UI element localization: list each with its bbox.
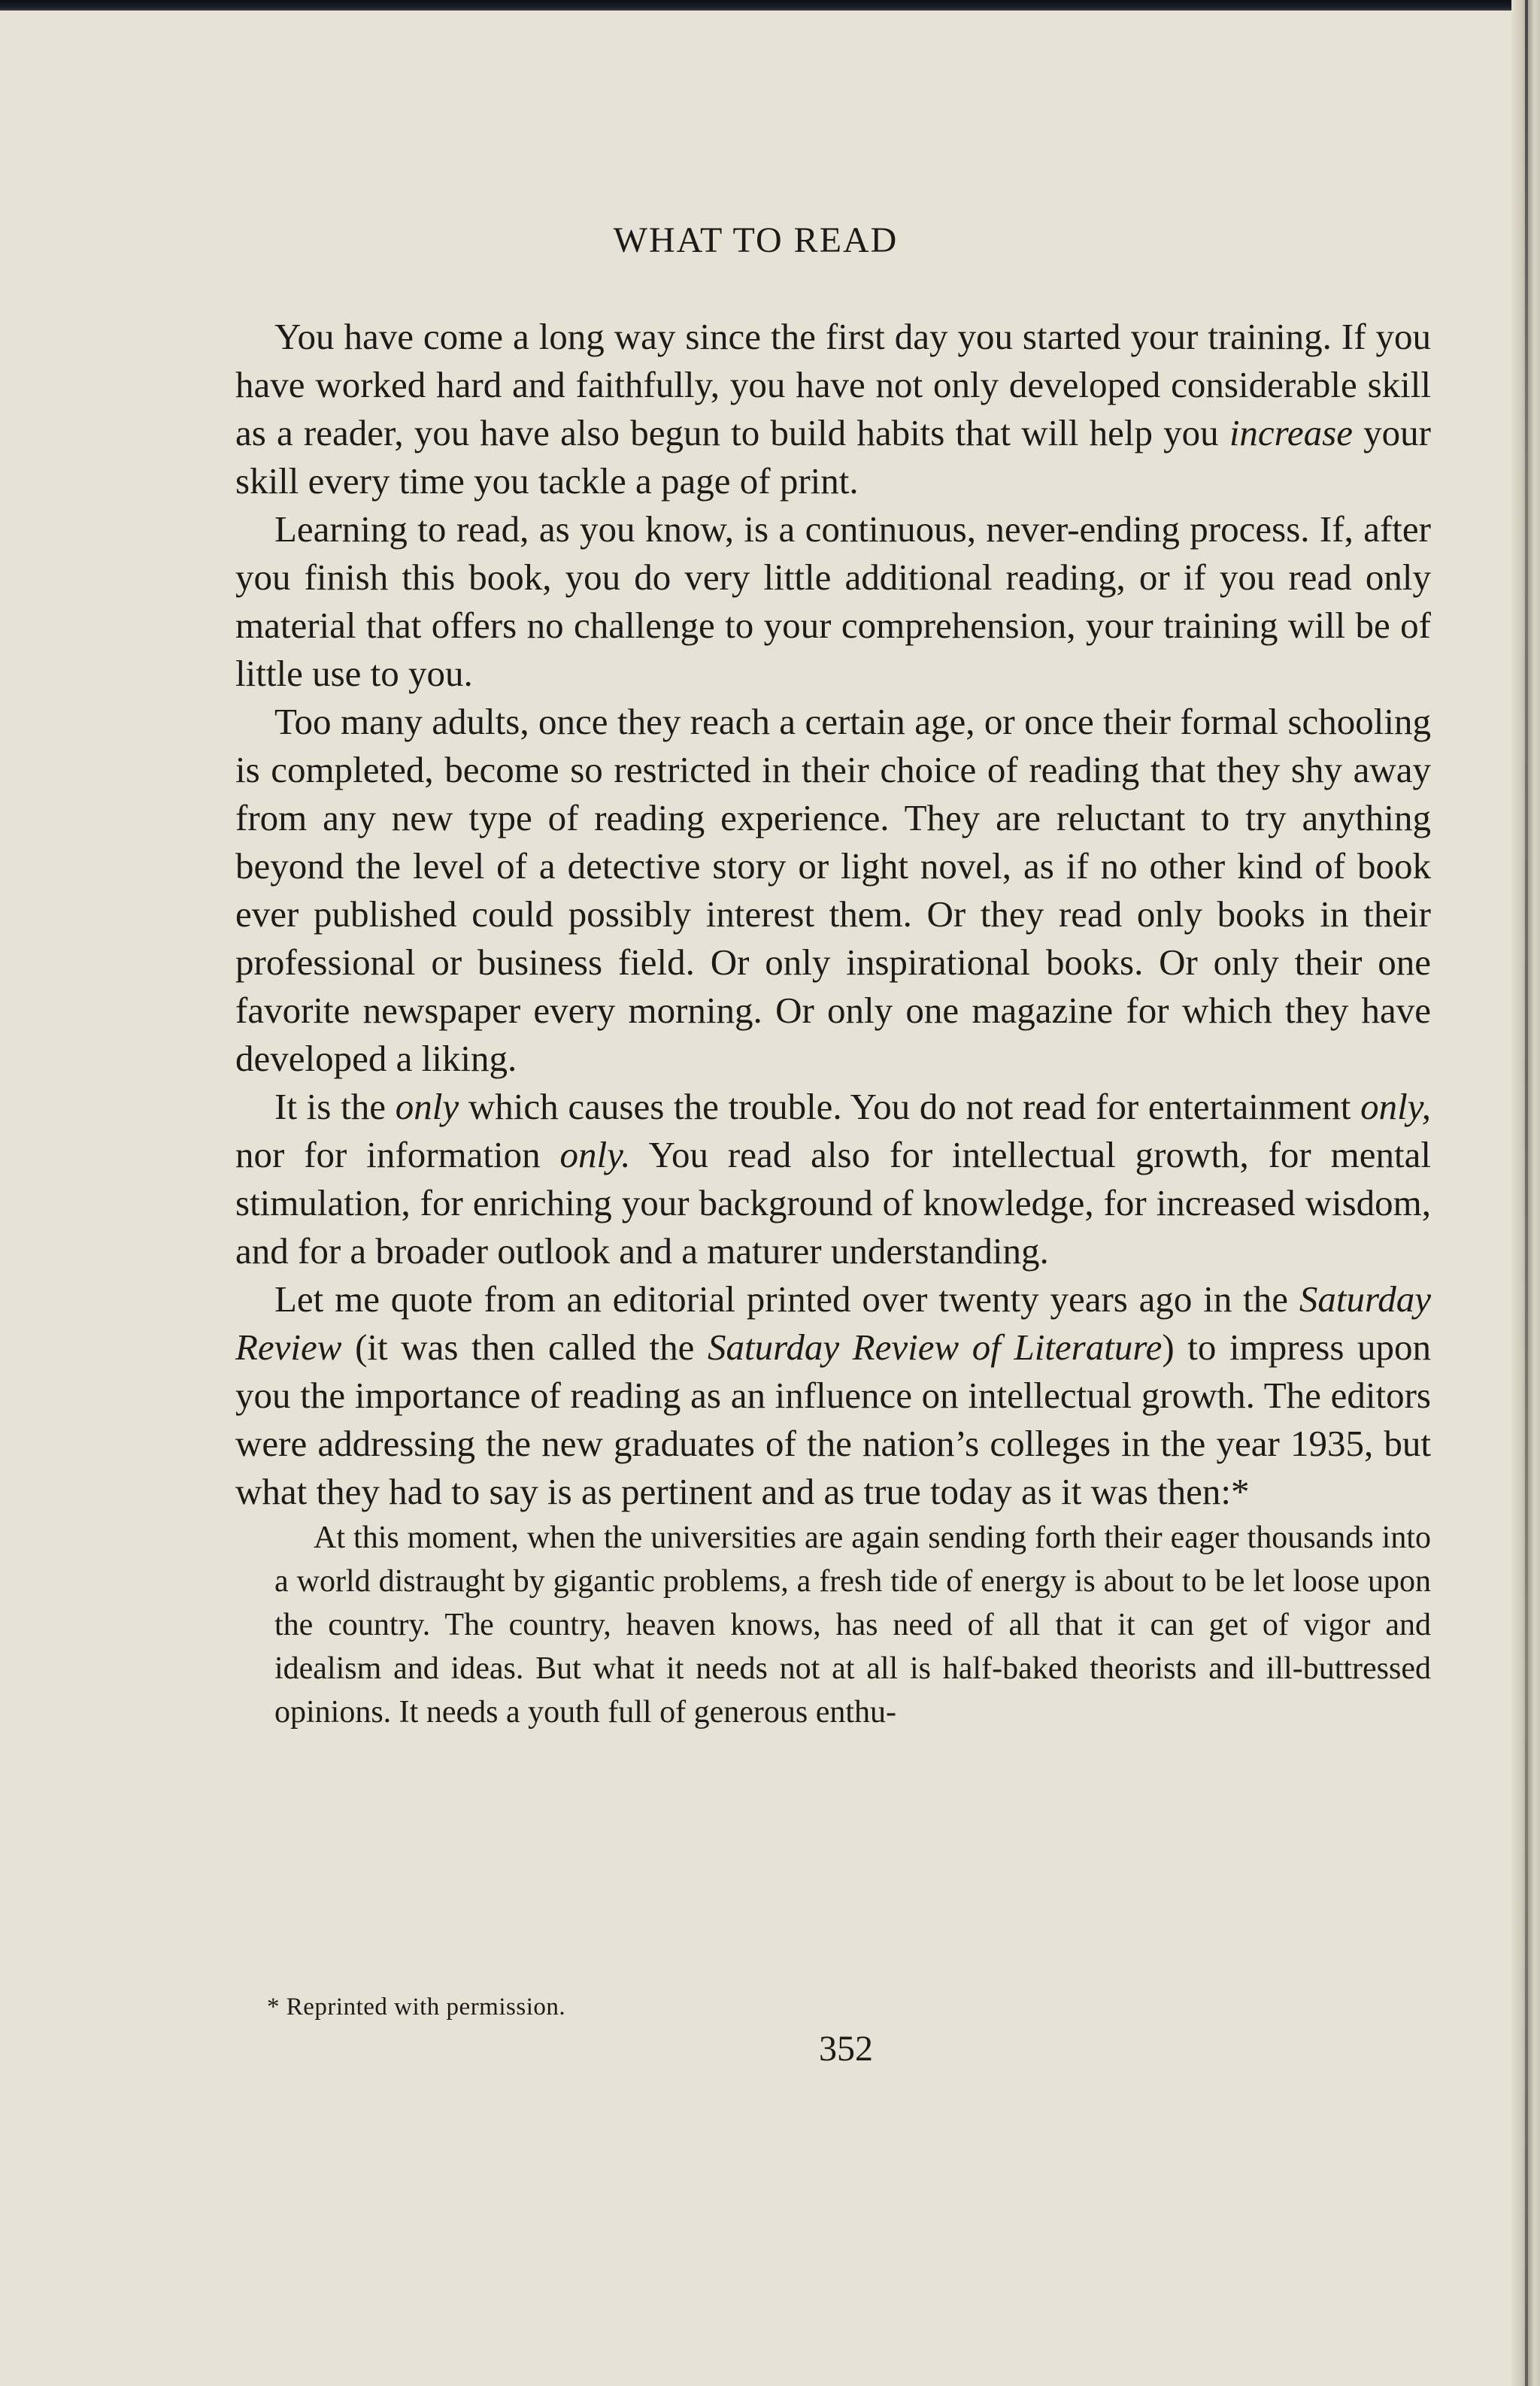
emphasis-only-3: only.: [559, 1134, 631, 1175]
title-saturday-review: Saturday Review: [235, 1278, 1431, 1368]
paragraph-1: [235, 313, 1431, 505]
emphasis-only-1: only: [395, 1086, 459, 1127]
running-header: WHAT TO READ: [613, 220, 899, 260]
paragraph-4: [235, 1083, 1431, 1275]
paragraph-2: Learning to read, as you know, is a continuous, never-ending process. If, after you finish this book, you do very little additional reading, or if you read only material that offers no challenge to your comprehension, your training will be of little use to you.: [235, 508, 1431, 694]
body-text: [235, 313, 1431, 1734]
paragraph-4-part-4: You read also for intellectual growth, for mental stimulation, for enriching your background of knowledge, for increased wisdom, and for a broader outlook and a maturer understanding.: [235, 1134, 1431, 1272]
paragraph-1-part-1: You have come a long way since the first day you started your training. If you have worked hard and faithfully, you have not only developed considerable skill as a reader, you have also begun to build habits that will help you: [235, 316, 1431, 453]
paragraph-5: [235, 1275, 1431, 1516]
paragraph-4-part-2: which causes the trouble. You do not read for entertainment: [459, 1086, 1361, 1127]
block-quote: [274, 1516, 1431, 1734]
emphasis-increase: increase: [1229, 412, 1353, 453]
paragraph-1-part-2: your skill every time you tackle a page of print.: [235, 412, 1431, 502]
page-number: 352: [819, 2029, 873, 2069]
top-shadow-edge: [0, 0, 1540, 11]
paragraph-5-part-2: (it was then called the: [341, 1326, 708, 1368]
footnote: * Reprinted with permission.: [267, 1993, 566, 2021]
paragraph-5-part-1: Let me quote from an editorial printed over twenty years ago in the: [274, 1278, 1299, 1320]
paragraph-5-part-3: ) to impress upon you the importance of reading as an influence on intellectual growth. The editors were addressing the new graduates of the nation’s colleges in the year 1935, but what they had to say is as pertinent and as true today as it was then:*: [235, 1326, 1432, 1512]
paragraph-4-part-1: It is the: [274, 1086, 396, 1127]
block-quote-text: At this moment, when the universities are again sending forth their eager thousands into a world distraught by gigantic problems, a fresh tide of energy is about to be let loose upon the country. The country, heaven knows, has need of all that it can get of vigor and idealism and ideas. But what it needs not at all is half-baked theorists and ill-buttressed opinions. It needs a youth full of generous enthu-: [274, 1520, 1431, 1730]
paragraph-3: Too many adults, once they reach a certain age, or once their formal schooling is completed, become so restricted in their choice of reading that they shy away from any new type of reading experience. They are reluctant to try anything beyond the level of a detective story or light novel, as if no other kind of book ever published could possibly interest them. Or they read only books in their professional or business field. Or only inspirational books. Or only their one favorite newspaper every morning. Or only one magazine for which they have developed a liking.: [235, 701, 1431, 1079]
title-saturday-review-of-literature: Saturday Review of Literature: [707, 1326, 1163, 1368]
emphasis-only-2: only,: [1360, 1086, 1431, 1127]
paragraph-4-part-3: nor for information: [235, 1134, 560, 1175]
